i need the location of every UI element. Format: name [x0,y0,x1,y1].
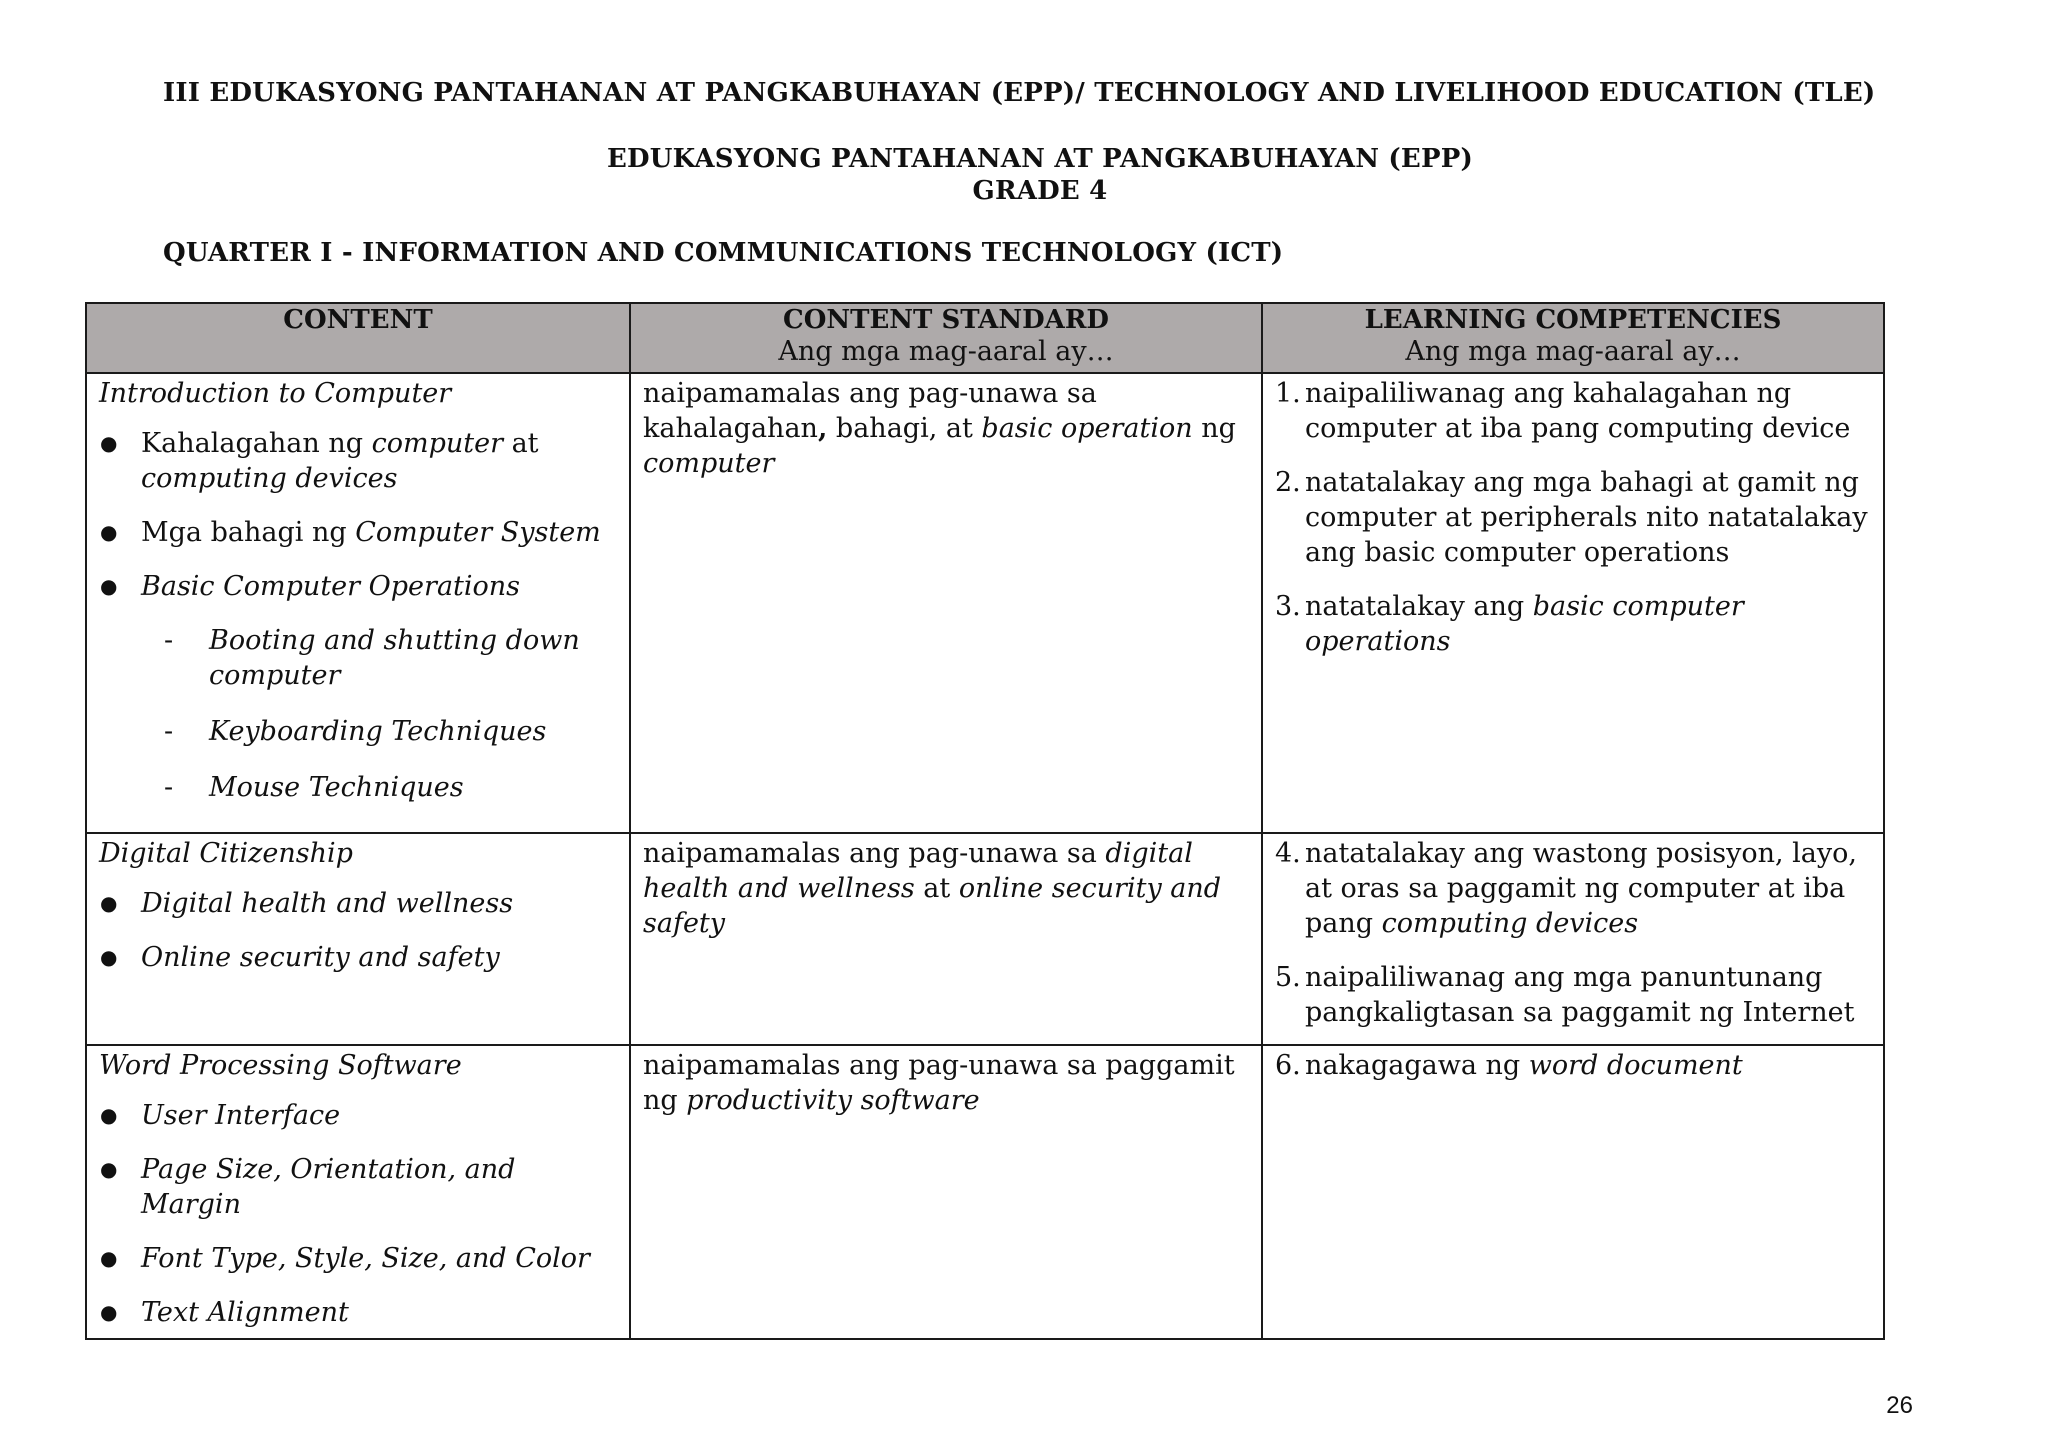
list-item-text: Basic Computer Operations [141,571,521,602]
subject-heading: EDUKASYONG PANTAHANAN AT PANGKABUHAYAN (EPP) [607,144,1473,174]
content-cell [86,833,630,1045]
competency-number: 6. [1275,1050,1301,1081]
competency-number: 3. [1275,591,1301,622]
list-item-text: User Interface [141,1100,341,1131]
page-number: 26 [1886,1392,1913,1419]
standard-text: naipamamalas ang pag-unawa sa [643,838,1106,869]
standard-text: ng [1192,413,1236,444]
content-list [99,886,617,975]
competency-item [1275,1048,1871,1083]
list-item-text: Digital health and wellness [141,888,514,919]
competency-text: basic computer operations [1305,591,1744,657]
standard-text: naipamamalas ang pag-unawa sa paggamit ng [643,1050,1235,1116]
competency-number: 5. [1275,962,1301,993]
standard-text: computer [643,448,775,479]
content-list [99,1098,617,1330]
list-item-text: computer [371,428,503,459]
competency-item [1275,589,1871,659]
header-standard-sublabel: Ang mga mag-aaral ay… [778,336,1114,367]
sub-list-item [99,623,617,693]
competency-item [1275,376,1871,446]
subject-heading-block [0,143,2048,207]
standard-text: naipamamalas ang pag-unawa sa kahalagahan [643,378,1097,444]
content-standard-cell [630,833,1262,1045]
competencies-cell [1262,373,1884,833]
list-item [99,1098,617,1133]
competencies-list [1275,836,1871,1030]
list-item-text: Text Alignment [141,1297,349,1328]
standard-text: productivity software [686,1085,980,1116]
sub-list [99,623,617,805]
competency-item [1275,465,1871,570]
list-item-text: computing devices [141,463,398,494]
competency-text: natatalakay ang mga bahagi at gamit ng computer at peripherals nito natatalakay ang basic computer operations [1305,467,1868,568]
list-item [99,1152,617,1222]
table-row [86,1045,1884,1339]
list-item-text: Kahalagahan ng [141,428,372,459]
header-competencies-label: LEARNING COMPETENCIES [1364,305,1782,335]
table-row [86,373,1884,833]
competency-number: 2. [1275,467,1301,498]
table-row [86,833,1884,1045]
list-item [99,940,617,975]
list-item [99,515,617,550]
competencies-cell [1262,833,1884,1045]
sub-list-item [99,770,617,805]
header-competencies-sublabel: Ang mga mag-aaral ay… [1405,336,1741,367]
list-item-text: at [502,428,539,459]
competencies-list [1275,1048,1871,1083]
competency-item [1275,836,1871,941]
content-list [99,426,617,805]
competency-item [1275,960,1871,1030]
content-cell [86,373,630,833]
content-standard-cell [630,1045,1262,1339]
standard-text: basic operation [981,413,1193,444]
content-title: Digital Citizenship [99,838,353,869]
header-content-label: CONTENT [283,305,433,335]
competency-text: computing devices [1381,908,1639,939]
list-item-text: Online security and safety [141,942,500,973]
list-item-text: Computer System [355,517,601,548]
list-item-text: Mga bahagi ng [141,517,356,548]
standard-text: bahagi, at [827,413,982,444]
competency-text: naipaliliwanag ang kahalagahan ng computer at iba pang computing device [1305,378,1851,444]
sub-list-item-text: Booting and shutting down computer [209,625,580,691]
competencies-list [1275,376,1871,659]
table-header-row [86,303,1884,373]
competency-number: 1. [1275,378,1301,409]
list-item [99,1241,617,1276]
sub-list-item-text: Keyboarding Techniques [209,716,547,747]
standard-text: digital health and wellness [643,838,1193,904]
list-item [99,1295,617,1330]
list-item [99,569,617,805]
competency-text: nakagagawa ng [1305,1050,1529,1081]
document-main-heading: III EDUKASYONG PANTAHANAN AT PANGKABUHAYAN (EPP)/ TECHNOLOGY AND LIVELIHOOD EDUCATION (TLE) [163,78,1876,108]
competency-text: naipaliliwanag ang mga panuntunang pangkaligtasan sa paggamit ng Internet [1305,962,1855,1028]
content-cell [86,1045,630,1339]
competency-text: natatalakay ang [1305,591,1533,622]
competency-text: natatalakay ang wastong posisyon, layo, at oras sa paggamit ng computer at iba pang [1305,838,1857,939]
curriculum-table [85,302,1885,1340]
content-title: Word Processing Software [99,1050,462,1081]
grade-heading: GRADE 4 [972,176,1108,206]
competencies-cell [1262,1045,1884,1339]
header-content [86,303,630,373]
competency-number: 4. [1275,838,1301,869]
header-standard-label: CONTENT STANDARD [783,305,1109,335]
sub-list-item-text: Mouse Techniques [209,772,464,803]
quarter-heading: QUARTER I - INFORMATION AND COMMUNICATIONS TECHNOLOGY (ICT) [163,238,1284,268]
standard-text: at [914,873,959,904]
content-standard-cell [630,373,1262,833]
content-title: Introduction to Computer [99,378,452,409]
header-learning-competencies [1262,303,1884,373]
list-item-text: Page Size, Orientation, and Margin [141,1154,516,1220]
list-item [99,426,617,496]
list-item [99,886,617,921]
standard-text: online security and safety [643,873,1222,939]
list-item-text: Font Type, Style, Size, and Color [141,1243,590,1274]
competency-text: word document [1528,1050,1743,1081]
standard-text: , [817,413,828,444]
header-content-standard [630,303,1262,373]
sub-list-item [99,714,617,749]
